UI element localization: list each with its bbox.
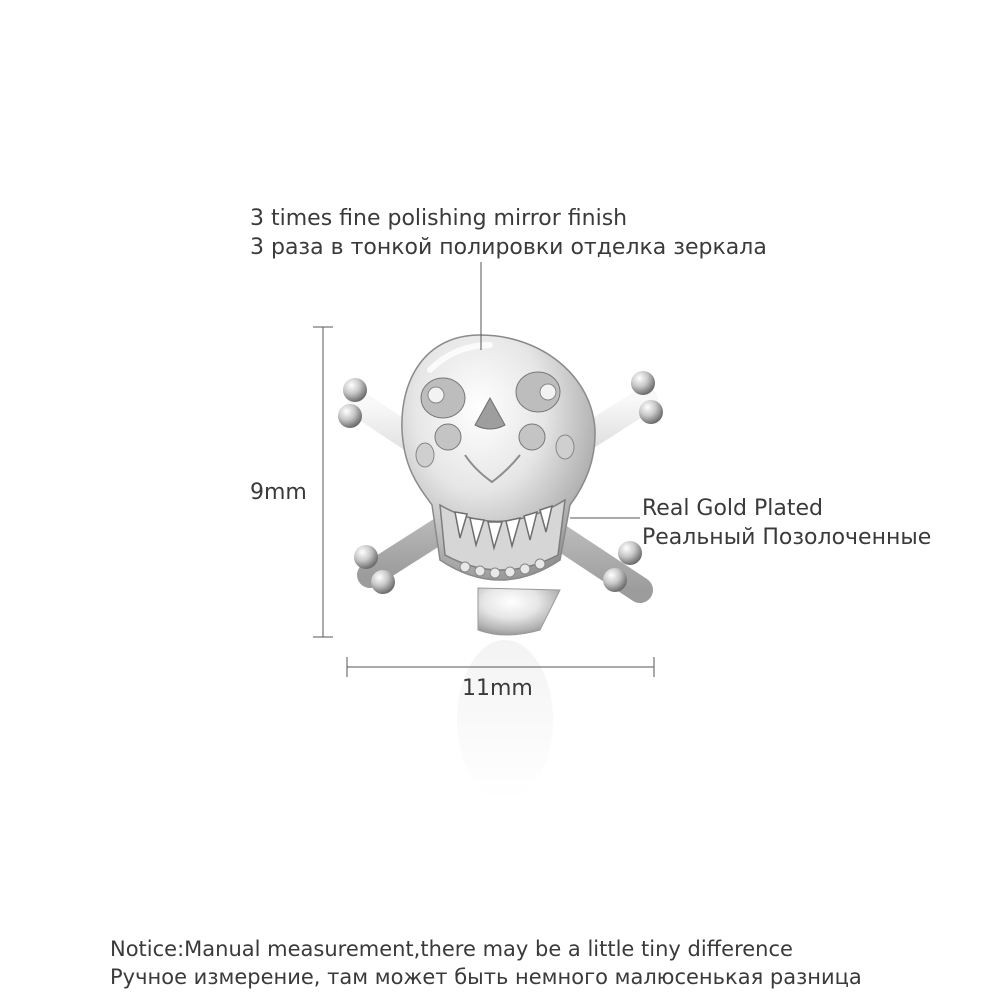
notice-en: Notice:Manual measurement,there may be a little tiny difference <box>110 937 793 961</box>
polish-annotation <box>250 204 767 262</box>
polish-annotation-en: 3 times fine polishing mirror finish <box>250 206 628 231</box>
gold-annotation <box>642 494 931 552</box>
height-label: 9mm <box>250 480 307 505</box>
width-label: 11mm <box>462 676 533 701</box>
earring-clip <box>478 588 560 635</box>
gold-annotation-en: Real Gold Plated <box>642 496 823 521</box>
gold-annotation-ru: Реальный Позолоченные <box>642 525 932 550</box>
height-dimension-line <box>313 327 333 637</box>
polish-annotation-ru: 3 раза в тонкой полировки отделка зеркала <box>250 235 767 260</box>
measurement-notice <box>110 935 862 991</box>
notice-ru: Ручное измерение, там может быть немного малюсенькая разница <box>110 965 862 989</box>
product-reflection <box>457 640 553 800</box>
